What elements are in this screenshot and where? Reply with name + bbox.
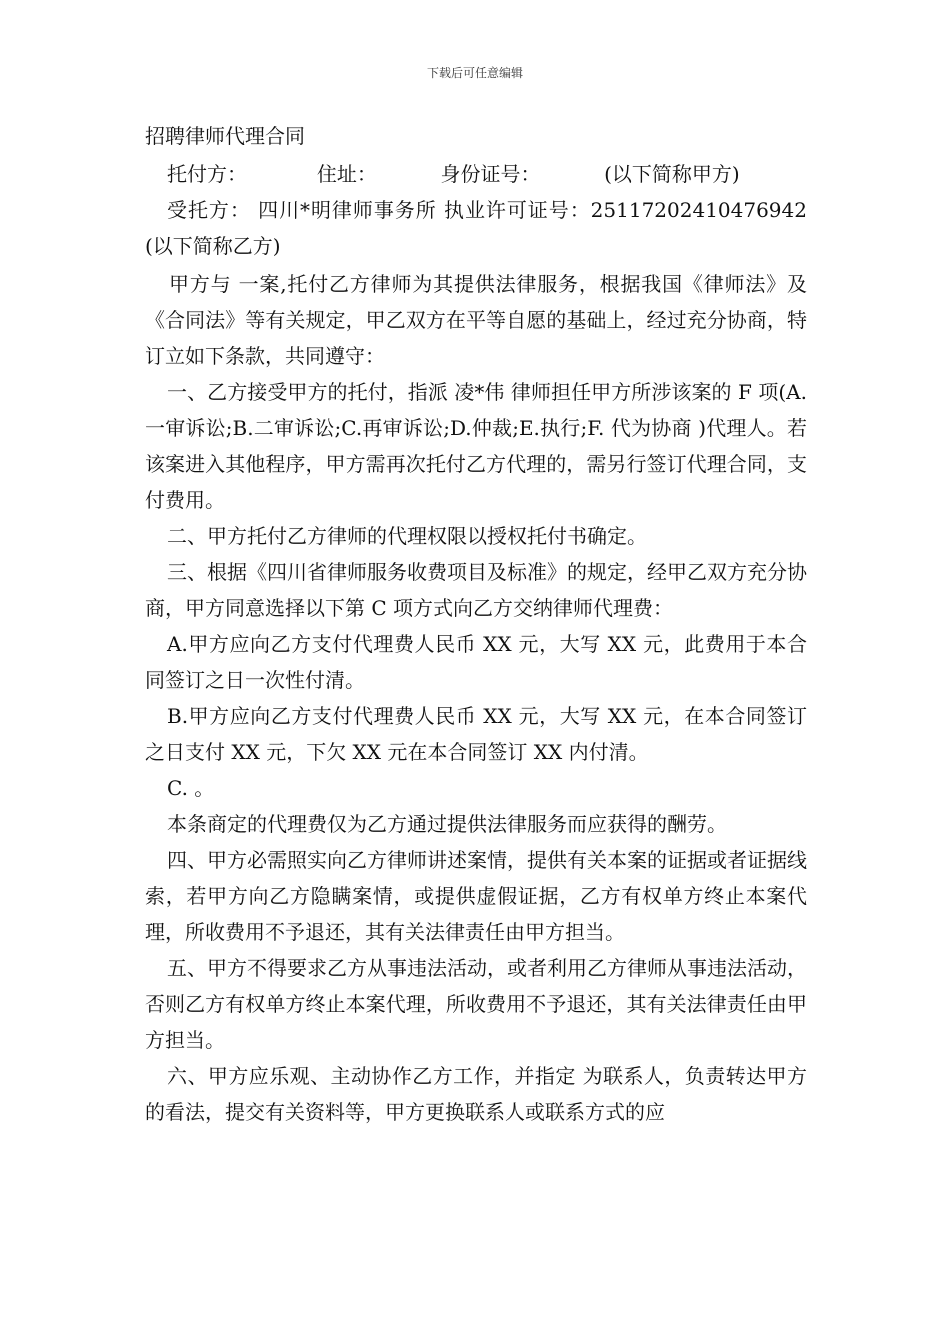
payment-option-c: C. 。 [167, 776, 215, 800]
clause-2: 二、甲方托付乙方律师的代理权限以授权托付书确定。 [167, 524, 647, 548]
clause-3: 三、根据《四川省律师服务收费项目及标准》的规定，经甲乙双方充分协商，甲方同意选择以下第 C 项方式向乙方交纳律师代理费： [145, 560, 807, 620]
party-a-line: 托付方： 住址： 身份证号： (以下简称甲方) [167, 162, 740, 186]
contract-body [145, 118, 807, 1130]
page-header-note: 下载后可任意编辑 [426, 66, 523, 80]
intro-paragraph: 甲方与 一案,托付乙方律师为其提供法律服务，根据我国《律师法》及《合同法》等有关规定，甲乙双方在平等自愿的基础上，经过充分协商，特订立如下条款，共同遵守： [145, 272, 807, 368]
clause-6: 六、甲方应乐观、主动协作乙方工作，并指定 为联系人，负责转达甲方的看法，提交有关资料等，甲方更换联系人或联系方式的应 [145, 1064, 807, 1124]
clause-1: 一、乙方接受甲方的托付，指派 凌*伟 律师担任甲方所涉该案的 F 项(A.一审诉讼;B.二审诉讼;C.再审诉讼;D.仲裁;E.执行;F. 代为协商 )代理人。若该案进入其他程序，甲方需再次托付乙方代理的，需另行签订代理合同，支付费用。 [145, 380, 807, 512]
party-b-line: 受托方： 四川*明律师事务所 执业许可证号：25117202410476942 (以下简称乙方) [145, 198, 807, 258]
payment-option-a: A.甲方应向乙方支付代理费人民币 XX 元，大写 XX 元，此费用于本合同签订之日一次性付清。 [145, 632, 807, 692]
clause-5: 五、甲方不得要求乙方从事违法活动，或者利用乙方律师从事违法活动，否则乙方有权单方终止本案代理，所收费用不予退还，其有关法律责任由甲方担当。 [145, 956, 807, 1052]
document-title: 招聘律师代理合同 [145, 124, 305, 148]
payment-option-b: B.甲方应向乙方支付代理费人民币 XX 元，大写 XX 元，在本合同签订之日支付 XX 元，下欠 XX 元在本合同签订 XX 内付清。 [145, 704, 807, 764]
clause-4: 四、甲方必需照实向乙方律师讲述案情，提供有关本案的证据或者证据线索，若甲方向乙方隐瞒案情，或提供虚假证据，乙方有权单方终止本案代理，所收费用不予退还，其有关法律责任由甲方担当。 [145, 848, 807, 944]
fee-note: 本条商定的代理费仅为乙方通过提供法律服务而应获得的酬劳。 [167, 812, 727, 836]
